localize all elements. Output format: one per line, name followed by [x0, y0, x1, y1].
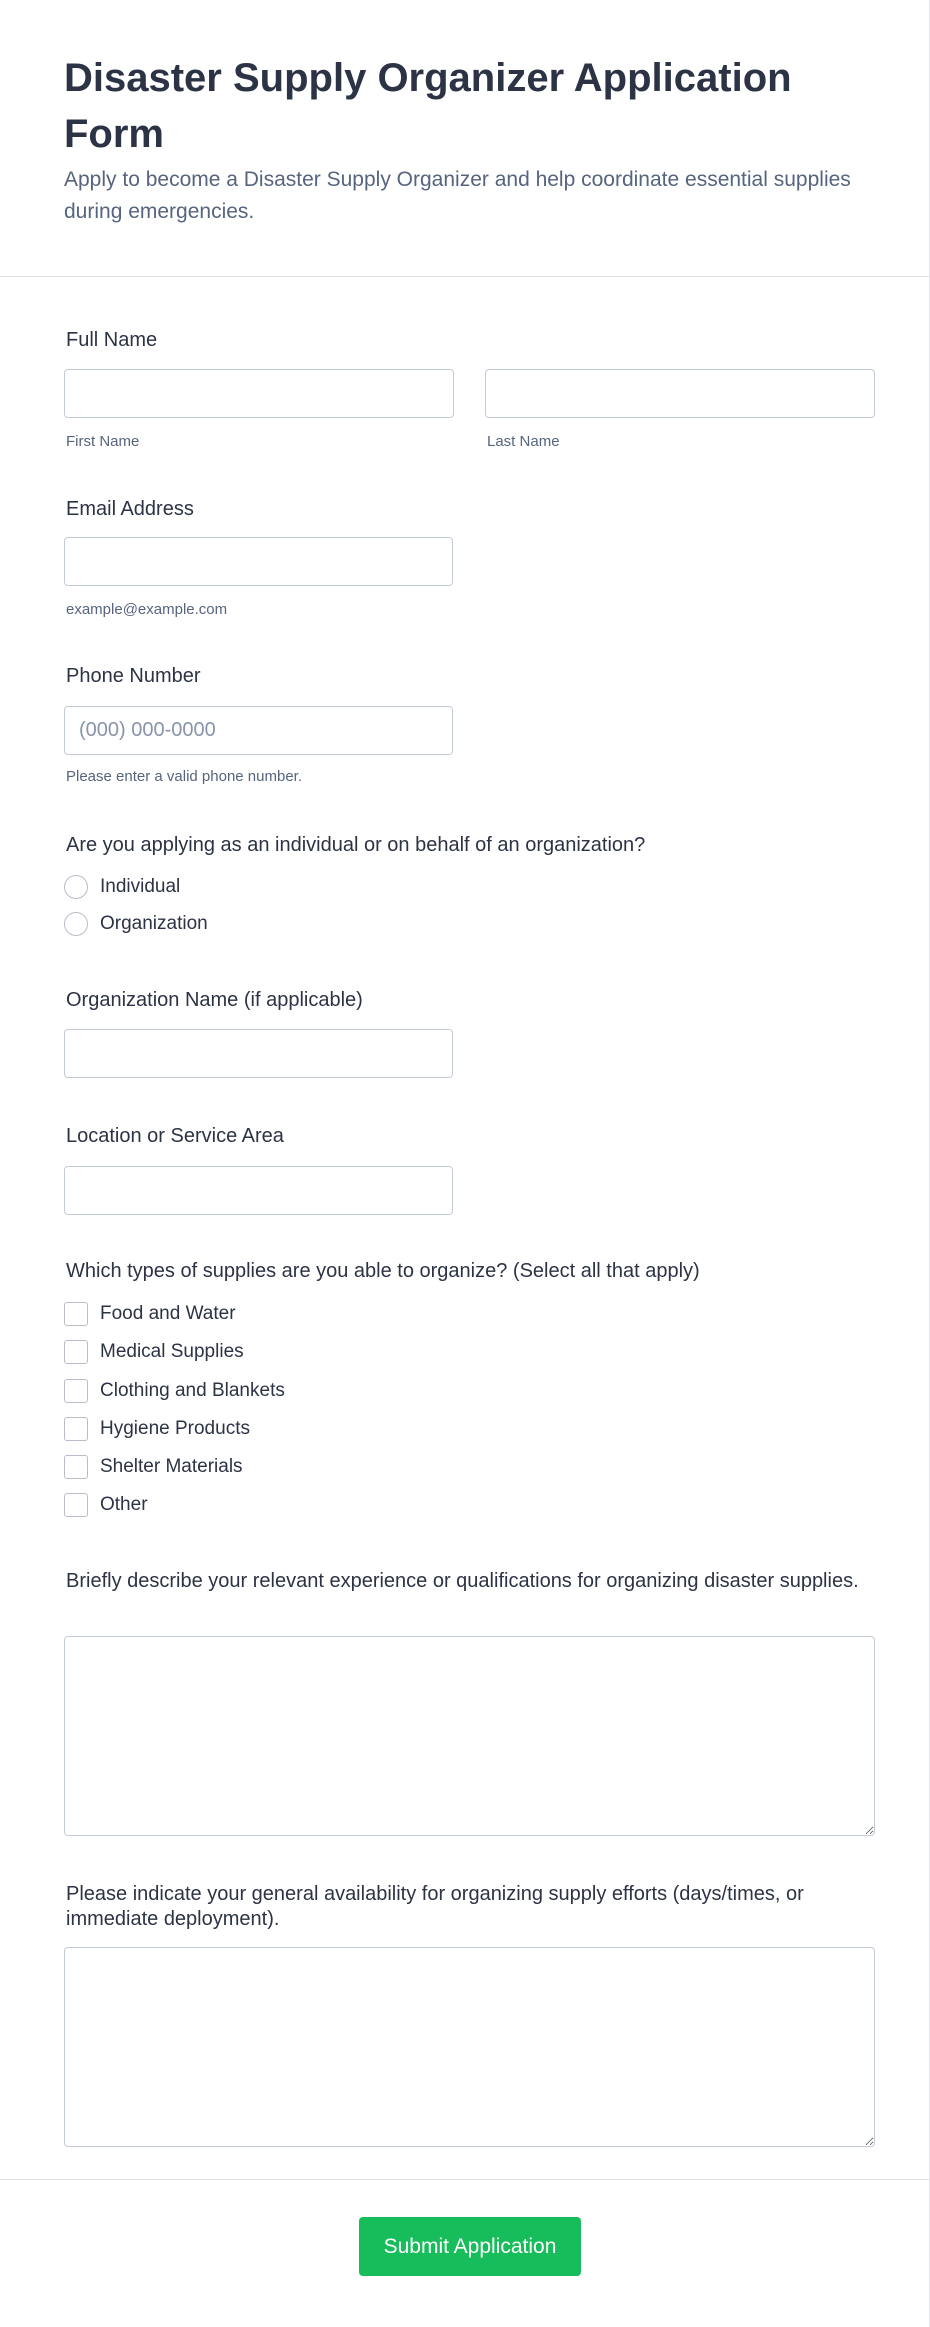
- page-title: Disaster Supply Organizer Application Form: [64, 56, 792, 156]
- checkbox-food-water[interactable]: [64, 1301, 236, 1327]
- checkbox-label: Medical Supplies: [100, 1341, 244, 1362]
- first-name-sublabel: First Name: [66, 433, 140, 450]
- radio-individual[interactable]: [64, 874, 180, 900]
- checkbox-label: Hygiene Products: [100, 1418, 250, 1439]
- email-input[interactable]: [64, 537, 453, 586]
- checkbox-shelter-materials[interactable]: [64, 1454, 243, 1480]
- checkbox[interactable]: [64, 1340, 88, 1364]
- submit-button[interactable]: Submit Application: [359, 2217, 581, 2276]
- last-name-input[interactable]: [485, 369, 875, 418]
- phone-label: Phone Number: [66, 665, 201, 687]
- phone-sublabel: Please enter a valid phone number.: [66, 768, 302, 785]
- radio-label: Individual: [100, 876, 181, 897]
- page-subtitle: Apply to become a Disaster Supply Organizer and help coordinate essential supplies during emergencies.: [64, 168, 851, 223]
- checkbox-label: Food and Water: [100, 1303, 236, 1324]
- experience-textarea[interactable]: [64, 1636, 875, 1836]
- checkbox-label: Shelter Materials: [100, 1456, 243, 1477]
- footer-divider: [0, 2179, 930, 2180]
- last-name-sublabel: Last Name: [487, 433, 560, 450]
- first-name-input[interactable]: [64, 369, 454, 418]
- radio-button[interactable]: [64, 912, 88, 936]
- full-name-label: Full Name: [66, 329, 158, 351]
- radio-button[interactable]: [64, 875, 88, 899]
- checkbox[interactable]: [64, 1455, 88, 1479]
- checkbox[interactable]: [64, 1302, 88, 1326]
- location-input[interactable]: [64, 1166, 453, 1215]
- checkbox-label: Other: [100, 1494, 148, 1515]
- email-sublabel: example@example.com: [66, 601, 228, 618]
- checkbox-hygiene-products[interactable]: [64, 1416, 250, 1442]
- availability-label: Please indicate your general availability for organizing supply efforts (days/times, or immediate deployment).: [66, 1883, 804, 1930]
- checkbox[interactable]: [64, 1417, 88, 1441]
- checkbox-clothing-blankets[interactable]: [64, 1378, 285, 1404]
- organization-label: Organization Name (if applicable): [66, 989, 363, 1011]
- location-label: Location or Service Area: [66, 1125, 284, 1147]
- checkbox-other[interactable]: [64, 1492, 148, 1518]
- checkbox[interactable]: [64, 1379, 88, 1403]
- experience-label: Briefly describe your relevant experience or qualifications for organizing disaster supplies.: [66, 1570, 859, 1592]
- availability-textarea[interactable]: [64, 1947, 875, 2147]
- checkbox[interactable]: [64, 1493, 88, 1517]
- email-label: Email Address: [66, 498, 194, 520]
- supplies-label: Which types of supplies are you able to organize? (Select all that apply): [66, 1260, 700, 1282]
- radio-label: Organization: [100, 913, 208, 934]
- organization-input[interactable]: [64, 1029, 453, 1078]
- checkbox-label: Clothing and Blankets: [100, 1380, 285, 1401]
- header-divider: [0, 276, 930, 277]
- phone-input[interactable]: [64, 706, 453, 755]
- applicant-type-label: Are you applying as an individual or on behalf of an organization?: [66, 834, 646, 856]
- checkbox-medical-supplies[interactable]: [64, 1339, 244, 1365]
- radio-organization[interactable]: [64, 911, 208, 937]
